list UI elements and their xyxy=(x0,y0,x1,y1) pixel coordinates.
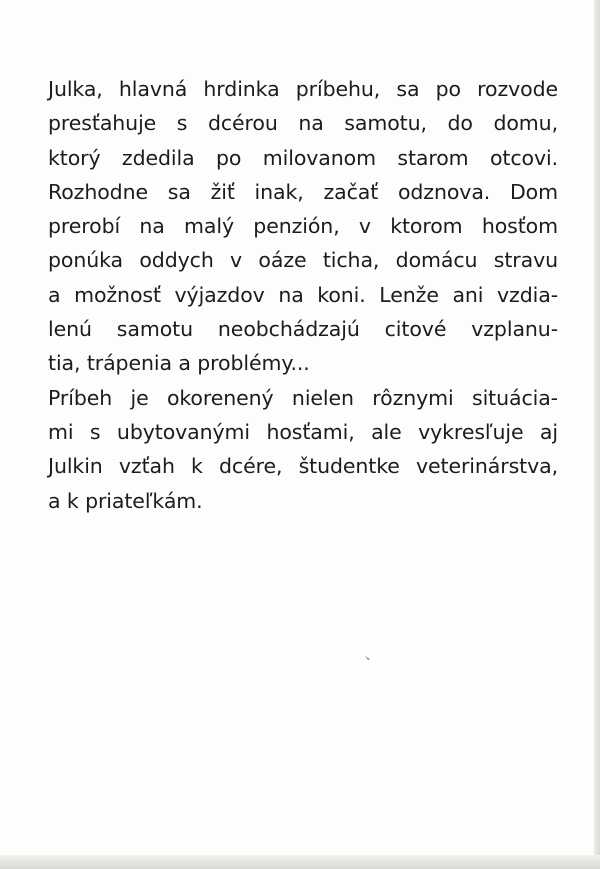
text-line: a k priateľkám. xyxy=(48,488,203,513)
text-line: a možnosť výjazdov na koni. Lenže ani vzdia- xyxy=(48,282,558,307)
page-edge-right xyxy=(594,0,600,869)
text-line: mi s ubytovanými hosťami, ale vykresľuje aj xyxy=(48,419,558,444)
text-line: ponúka oddych v oáze ticha, domácu stravu xyxy=(48,248,558,273)
text-line: Rozhodne sa žiť inak, začať odznova. Dom xyxy=(48,179,558,204)
text-line: tia, trápenia a problémy... xyxy=(48,351,310,376)
text-line: lenú samotu neobchádzajú citové vzplanu- xyxy=(48,317,558,342)
text-line: presťahuje s dcérou na samotu, do domu, xyxy=(48,111,558,136)
text-line: Julkin vzťah k dcére, študentke veterinárstva, xyxy=(48,454,558,479)
page-edge-bottom xyxy=(0,855,600,869)
text-line: prerobí na malý penzión, v ktorom hosťom xyxy=(48,214,558,239)
blurb-text xyxy=(48,72,558,518)
text-line: Príbeh je okorenený nielen rôznymi situácia- xyxy=(48,385,558,410)
text-line: Julka, hlavná hrdinka príbehu, sa po rozvode xyxy=(48,77,558,101)
text-line: ktorý zdedila po milovanom starom otcovi. xyxy=(48,145,558,170)
paper-speck xyxy=(364,655,372,661)
